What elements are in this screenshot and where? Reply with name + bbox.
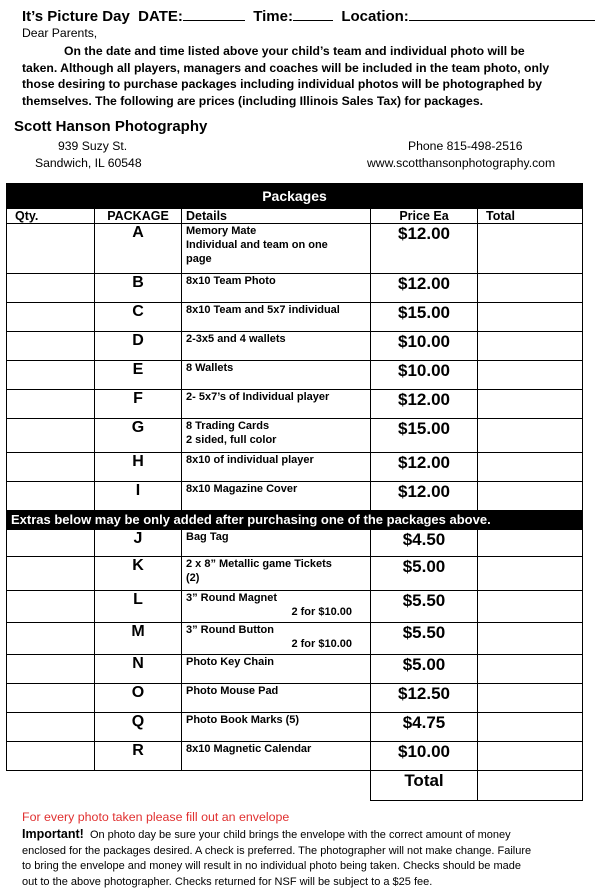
package-details (182, 390, 371, 419)
row-total-field[interactable] (478, 684, 583, 713)
package-price: $12.00 (371, 390, 478, 419)
qty-field[interactable] (7, 713, 95, 742)
packages-table (6, 183, 583, 801)
package-price: $12.50 (371, 684, 478, 713)
package-code: N (95, 655, 182, 684)
important-line: out to the above photographer. Checks returned for NSF will be subject to a $25 fee. (22, 875, 433, 888)
qty-field[interactable] (7, 684, 95, 713)
package-details (182, 224, 371, 274)
qty-field[interactable] (7, 303, 95, 332)
qty-field[interactable] (7, 390, 95, 419)
location-field[interactable] (409, 6, 595, 21)
extras-note: Extras below may be only added after purchasing one of the packages above. (7, 511, 583, 530)
detail-line: Photo Book Marks (5) (186, 714, 300, 726)
extra-row (7, 591, 583, 623)
letter-line: taken. Although all players, managers and coaches will be included in the team photo, only (22, 60, 550, 75)
package-details (182, 303, 371, 332)
detail-line: 2 x 8” Metallic game Tickets (186, 558, 332, 570)
detail-line: 8x10 Team Photo (186, 275, 276, 287)
time-label: Time: (253, 8, 293, 25)
package-price: $5.00 (371, 557, 478, 591)
letter-line: On the date and time listed above your child’s team and individual photo will be (64, 44, 525, 58)
package-price: $12.00 (371, 482, 478, 511)
detail-line: 2 sided, full color (186, 434, 277, 446)
qty-field[interactable] (7, 453, 95, 482)
column-header-row (7, 209, 583, 224)
package-row (7, 482, 583, 511)
row-total-field[interactable] (478, 303, 583, 332)
row-total-field[interactable] (478, 332, 583, 361)
total-row (7, 771, 583, 801)
row-total-field[interactable] (478, 274, 583, 303)
col-package: PACKAGE (95, 209, 182, 224)
package-price: $15.00 (371, 419, 478, 453)
package-row (7, 390, 583, 419)
detail-line: 8 Trading Cards (186, 420, 270, 432)
col-details: Details (182, 209, 371, 224)
row-total-field[interactable] (478, 482, 583, 511)
qty-field[interactable] (7, 623, 95, 655)
detail-subnote: 2 for $10.00 (291, 606, 352, 618)
extra-row (7, 742, 583, 771)
important-line: enclosed for the packages desired. A check is preferred. The photographer will not make change. Failure (22, 844, 532, 857)
detail-line: 8x10 of individual player (186, 454, 314, 466)
qty-field[interactable] (7, 224, 95, 274)
detail-line: 2-3x5 and 4 wallets (186, 333, 286, 345)
grand-total-field[interactable] (478, 771, 583, 801)
package-code: G (95, 419, 182, 453)
col-qty: Qty. (7, 209, 95, 224)
package-price: $10.00 (371, 332, 478, 361)
qty-field[interactable] (7, 361, 95, 390)
company-street: 939 Suzy St. (58, 139, 128, 153)
letter-body (22, 43, 592, 109)
detail-line: 8 Wallets (186, 362, 234, 374)
letter-line: themselves. The following are prices (including Illinois Sales Tax) for packages. (22, 93, 483, 108)
row-total-field[interactable] (478, 390, 583, 419)
detail-line: 8x10 Magazine Cover (186, 483, 298, 495)
package-row (7, 332, 583, 361)
row-total-field[interactable] (478, 713, 583, 742)
qty-field[interactable] (7, 557, 95, 591)
date-field[interactable] (183, 6, 245, 21)
row-total-field[interactable] (478, 224, 583, 274)
package-code: L (95, 591, 182, 623)
row-total-field[interactable] (478, 453, 583, 482)
extras-note-bar (7, 511, 583, 530)
important-line: to bring the envelope and money will result in no individual photo being taken. Checks should be made (22, 860, 521, 872)
package-code: I (95, 482, 182, 511)
package-details (182, 713, 371, 742)
package-price: $5.50 (371, 591, 478, 623)
detail-line: 3” Round Magnet (186, 592, 278, 604)
qty-field[interactable] (7, 655, 95, 684)
package-price: $5.00 (371, 655, 478, 684)
package-code: E (95, 361, 182, 390)
detail-line: Photo Key Chain (186, 656, 275, 668)
letter-line: those desiring to purchase packages including individual photos will be photographed by (22, 77, 543, 91)
package-row (7, 419, 583, 453)
extra-row (7, 684, 583, 713)
qty-field[interactable] (7, 332, 95, 361)
package-price: $5.50 (371, 623, 478, 655)
qty-field[interactable] (7, 274, 95, 303)
row-total-field[interactable] (478, 623, 583, 655)
package-price: $4.50 (371, 530, 478, 557)
qty-field[interactable] (7, 482, 95, 511)
extra-row (7, 623, 583, 655)
detail-line: 8x10 Magnetic Calendar (186, 743, 312, 755)
package-code: H (95, 453, 182, 482)
col-price: Price Ea (371, 209, 478, 224)
envelope-note: For every photo taken please fill out an envelope (22, 810, 290, 824)
qty-field[interactable] (7, 591, 95, 623)
total-label: Total (371, 771, 478, 801)
package-details (182, 419, 371, 453)
package-row (7, 224, 583, 274)
package-details (182, 332, 371, 361)
package-price: $12.00 (371, 453, 478, 482)
package-details (182, 684, 371, 713)
extra-row (7, 530, 583, 557)
package-code: F (95, 390, 182, 419)
package-details (182, 557, 371, 591)
date-label: DATE: (138, 8, 183, 25)
row-total-field[interactable] (478, 591, 583, 623)
packages-title-bar (7, 184, 583, 209)
package-price: $12.00 (371, 274, 478, 303)
package-details (182, 742, 371, 771)
page-title: It’s Picture Day (22, 8, 130, 25)
time-field[interactable] (293, 6, 333, 21)
company-name: Scott Hanson Photography (14, 118, 208, 135)
extra-row (7, 557, 583, 591)
package-row (7, 453, 583, 482)
package-code: D (95, 332, 182, 361)
package-code: O (95, 684, 182, 713)
package-details (182, 623, 371, 655)
package-details (182, 482, 371, 511)
package-code: K (95, 557, 182, 591)
package-code: A (95, 224, 182, 274)
row-total-field[interactable] (478, 530, 583, 557)
row-total-field[interactable] (478, 361, 583, 390)
package-code: B (95, 274, 182, 303)
detail-line: Photo Mouse Pad (186, 685, 279, 697)
detail-line: 2- 5x7’s of Individual player (186, 391, 330, 403)
location-label: Location: (341, 8, 409, 25)
extra-row (7, 655, 583, 684)
package-details (182, 591, 371, 623)
package-price: $10.00 (371, 361, 478, 390)
important-notice (22, 827, 597, 890)
row-total-field[interactable] (478, 742, 583, 771)
important-line: On photo day be sure your child brings the envelope with the correct amount of money (89, 829, 511, 841)
package-details (182, 655, 371, 684)
package-price: $12.00 (371, 224, 478, 274)
company-website: www.scotthansonphotography.com (367, 156, 556, 170)
package-row (7, 303, 583, 332)
package-code: R (95, 742, 182, 771)
qty-field[interactable] (7, 530, 95, 557)
package-price: $4.75 (371, 713, 478, 742)
detail-line: 8x10 Team and 5x7 individual (186, 304, 340, 316)
detail-line: Individual and team on one (186, 239, 328, 251)
qty-field[interactable] (7, 742, 95, 771)
detail-line: Bag Tag (186, 531, 229, 543)
form-header (22, 6, 595, 25)
package-code: M (95, 623, 182, 655)
package-code: Q (95, 713, 182, 742)
detail-line: page (186, 253, 212, 265)
row-total-field[interactable] (478, 655, 583, 684)
packages-title: Packages (7, 184, 583, 209)
package-row (7, 274, 583, 303)
package-price: $15.00 (371, 303, 478, 332)
detail-line: 3” Round Button (186, 624, 274, 636)
package-row (7, 361, 583, 390)
detail-line: Memory Mate (186, 225, 257, 237)
package-details (182, 361, 371, 390)
package-price: $10.00 (371, 742, 478, 771)
package-code: C (95, 303, 182, 332)
greeting: Dear Parents, (22, 26, 98, 40)
package-details (182, 453, 371, 482)
package-details (182, 530, 371, 557)
company-phone: Phone 815-498-2516 (408, 139, 523, 153)
important-label: Important! (22, 827, 84, 841)
row-total-field[interactable] (478, 557, 583, 591)
col-total: Total (478, 209, 583, 224)
extra-row (7, 713, 583, 742)
qty-field[interactable] (7, 419, 95, 453)
detail-line: (2) (186, 572, 200, 584)
package-details (182, 274, 371, 303)
detail-subnote: 2 for $10.00 (291, 638, 352, 650)
package-code: J (95, 530, 182, 557)
row-total-field[interactable] (478, 419, 583, 453)
company-city: Sandwich, IL 60548 (35, 156, 142, 170)
